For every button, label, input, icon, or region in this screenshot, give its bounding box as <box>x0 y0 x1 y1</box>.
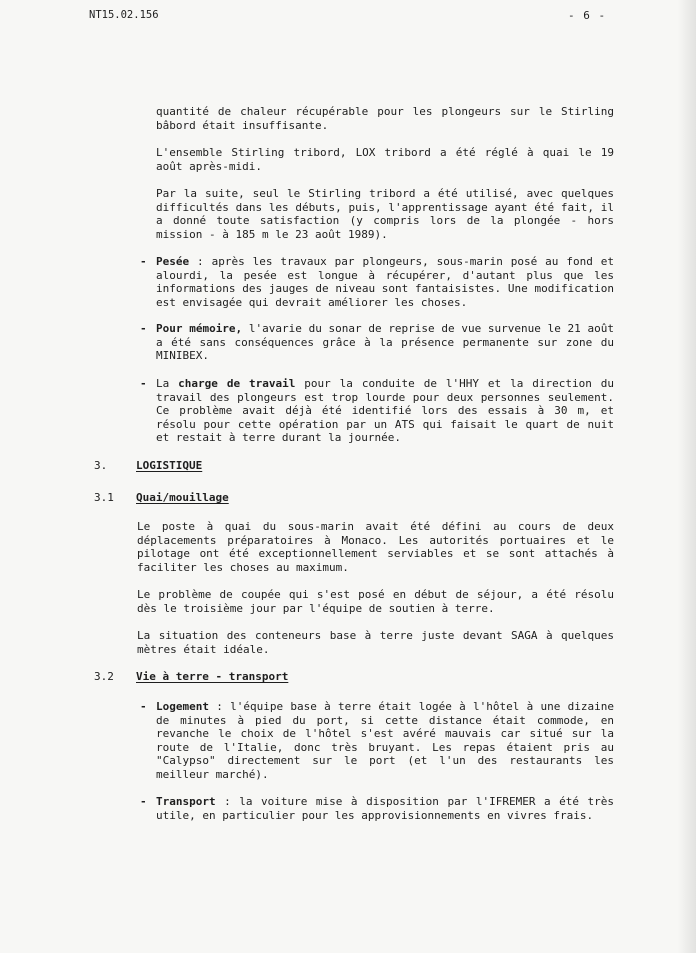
bullet-pour-memoire: Pour mémoire, l'avarie du sonar de reprise de vue survenue le 21 août a été sans conséquences grâce à la présence permanente sur zone du MINIBEX. <box>156 322 614 362</box>
paragraph-poste-a-quai: Le poste à quai du sous-marin avait été défini au cours de deux déplacements préparatoires à Monaco. Les autorités portuaires et le pilotage ont été exceptionnellement serviables et se sont attachés à faciliter les choses au maximum. <box>137 520 614 574</box>
paragraph-coupee: Le problème de coupée qui s'est posé en début de séjour, a été résolu dès le troisième jour par l'équipe de soutien à terre. <box>137 588 614 615</box>
document-reference: NT15.02.156 <box>89 9 159 21</box>
paragraph-stirling-babord: quantité de chaleur récupérable pour les plongeurs sur le Stirling bâbord était insuffisante. <box>156 105 614 132</box>
paragraph-suite: Par la suite, seul le Stirling tribord a été utilisé, avec quelques difficultés dans les débuts, puis, l'apprentissage ayant été fait, il a donné toute satisfaction (y compris lors de la plongée - hors mission - à 185 m le 23 août 1989). <box>156 187 614 241</box>
section-number: 3. <box>94 459 108 472</box>
paragraph-conteneurs: La situation des conteneurs base à terre juste devant SAGA à quelques mètres était idéale. <box>137 629 614 656</box>
bullet-dash: - <box>140 795 147 808</box>
bullet-charge-de-travail: La charge de travail pour la conduite de l'HHY et la direction du travail des plongeurs est trop lourde pour deux personnes seulement. Ce problème avait déjà été identifié lors des essais à 30 m, et résolu pour cette opération par un ATS qui faisait le quart de nuit et restait à terre durant la journée. <box>156 377 614 444</box>
paragraph-stirling-tribord: L'ensemble Stirling tribord, LOX tribord a été réglé à quai le 19 août après-midi. <box>156 146 614 173</box>
section-number: 3.1 <box>94 491 114 504</box>
bullet-pesee: Pesée : après les travaux par plongeurs, sous-marin posé au fond et alourdi, la pesée est longue à récupérer, d'autant plus que les informations des jauges de niveau sont fantaisistes. Une modification est envisagée qui devrait améliorer les choses. <box>156 255 614 309</box>
bullet-dash: - <box>140 255 147 268</box>
bullet-term: Pesée <box>156 255 190 268</box>
bullet-dash: - <box>140 322 147 335</box>
bullet-logement: Logement : l'équipe base à terre était logée à l'hôtel à une dizaine de minutes à pied du port, si cette distance était commode, en revanche le choix de l'hôtel s'est avéré mauvais car situé sur la route de l'Italie, donc très bruyant. Les repas étaient pris au "Calypso" directement sur le port (et l'un des restaurants les meilleur marché). <box>156 700 614 781</box>
page-number: - 6 - <box>568 9 607 22</box>
section-title-logistique: LOGISTIQUE <box>136 459 203 472</box>
section-title-quai-mouillage: Quai/mouillage <box>136 491 229 504</box>
scan-edge-shadow <box>678 0 696 953</box>
bullet-term: Logement <box>156 700 209 713</box>
section-title-vie-a-terre: Vie à terre - transport <box>136 670 289 683</box>
bullet-term: charge de travail <box>178 377 296 390</box>
bullet-transport: Transport : la voiture mise à disposition par l'IFREMER a été très utile, en particulier pour les approvisionnements en vivres frais. <box>156 795 614 822</box>
bullet-term: Pour mémoire, <box>156 322 243 335</box>
bullet-dash: - <box>140 700 147 713</box>
bullet-dash: - <box>140 377 147 390</box>
section-number: 3.2 <box>94 670 114 683</box>
bullet-term: Transport <box>156 795 216 808</box>
